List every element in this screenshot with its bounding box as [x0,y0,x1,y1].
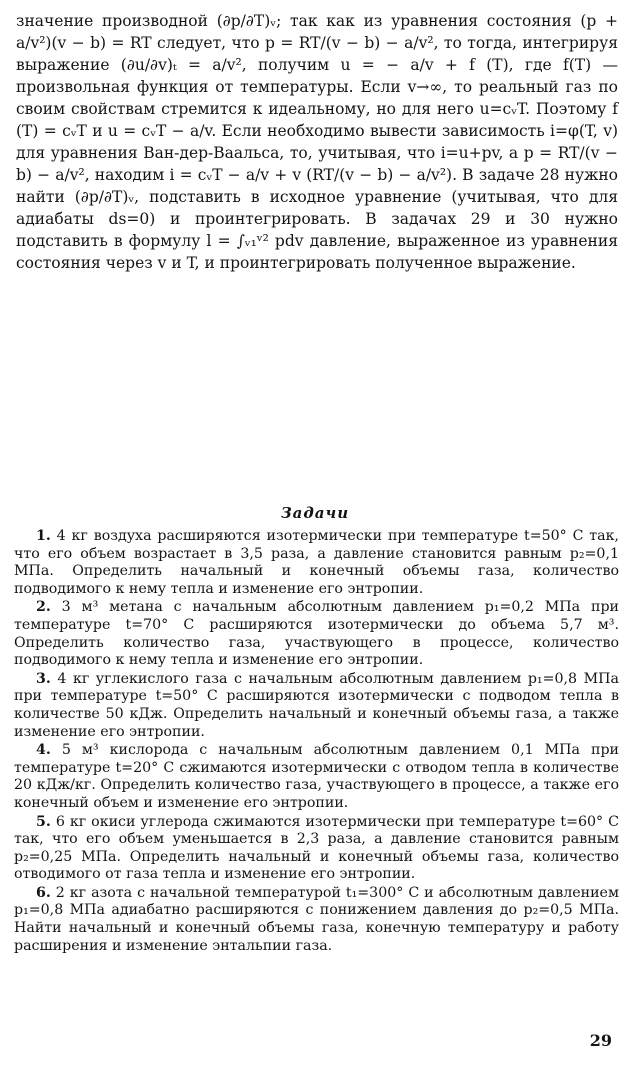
task-number: 3. [36,670,51,687]
lead-paragraph: значение производной (∂p/∂T)ᵥ; так как из уравнения состояния (p + a/v²)(v − b) = RT следует, что p = RT/(v − b) − a/v², то тогда, интегрируя выражение (∂u/∂v)ₜ = a/v², получим u = − a/v + f (T), где f(T) — произвольная функция от температуры. Если v→∞, то реальный газ по своим свойствам стремится к идеальному, но для него u=cᵥT. Поэтому f (T) = cᵥT и u = cᵥT − a/v. Если необходимо вывести зависимость i=φ(T, v) для уравнения Ван-дер-Ваальса, то, учитывая, что i=u+pv, а p = RT/(v − b) − a/v², находим i = cᵥT − a/v + v (RT/(v − b) − a/v²). В задаче 28 нужно найти (∂p/∂T)ᵥ, подставить в исходное уравнение (учитывая, что для адиабаты ds=0) и проинтегрировать. В задачах 29 и 30 нужно подставить в формулу l = ∫ᵥ₁ᵛ² pdv давление, выраженное из уравнения состояния через v и T, и проинтегрировать полученное выражение. [16,12,618,272]
task-number: 1. [36,528,51,544]
task-number: 5. [36,813,51,830]
task-list [14,528,619,956]
task-text: 5 м³ кислорода с начальным абсолютным давлением 0,1 МПа при температуре t=20° C сжимаются изотермически с отводом тепла в количестве 20 кДж/кг. Определить количество газа, участвующего в процессе, а также его конечный объем и изменение его энтропии. [14,742,620,811]
task-item [14,671,619,741]
lead-text [16,10,618,280]
task-text: 2 кг азота с начальной температурой t₁=300° C и абсолютным давлением p₁=0,8 МПа адиабатно расширяются с понижением давления до p₂=0,5 МПа. Найти начальный и конечный объемы газа, конечную температуру и работу расширения и изменение энтальпии газа. [14,884,619,954]
task-text: 4 кг углекислого газа с начальным абсолютным давлением p₁=0,8 МПа при температуре t=50° C расширяются изотермически с подводом тепла в количестве 50 кДж. Определить начальный и конечный объемы газа, а также изменение его энтропии. [14,670,619,740]
task-number: 6. [36,884,51,901]
task-number: 2. [36,599,51,616]
page-number: 29 [589,1031,612,1050]
task-item [14,814,619,884]
task-text: 3 м³ метана с начальным абсолютным давлением p₁=0,2 МПа при температуре t=70° C расширяются изотермически до объема 5,7 м³. Определить количество газа, участвующего в процессе, количество подводимого к нему тепла и изменение его энтропии. [14,599,619,669]
task-item [14,885,619,955]
section-title: Задачи [280,504,350,522]
task-item [14,599,619,669]
task-text: 6 кг окиси углерода сжимаются изотермически при температуре t=60° C так, что его объем уменьшается в 2,3 раза, а давление становится равным p₂=0,25 МПа. Определить начальный и конечный объемы газа, количество отводимого от газа тепла и изменение его энтропии. [14,813,620,883]
task-text: 4 кг воздуха расширяются изотермически при температуре t=50° C так, что его объем возрастает в 3,5 раза, а давление становится равным p₂=0,1 МПа. Определить начальный и конечный объемы газа, количество подводимого к нему тепла и изменение его энтропии. [14,528,619,597]
task-number: 4. [36,742,51,759]
task-item [14,528,619,598]
task-item [14,742,619,812]
